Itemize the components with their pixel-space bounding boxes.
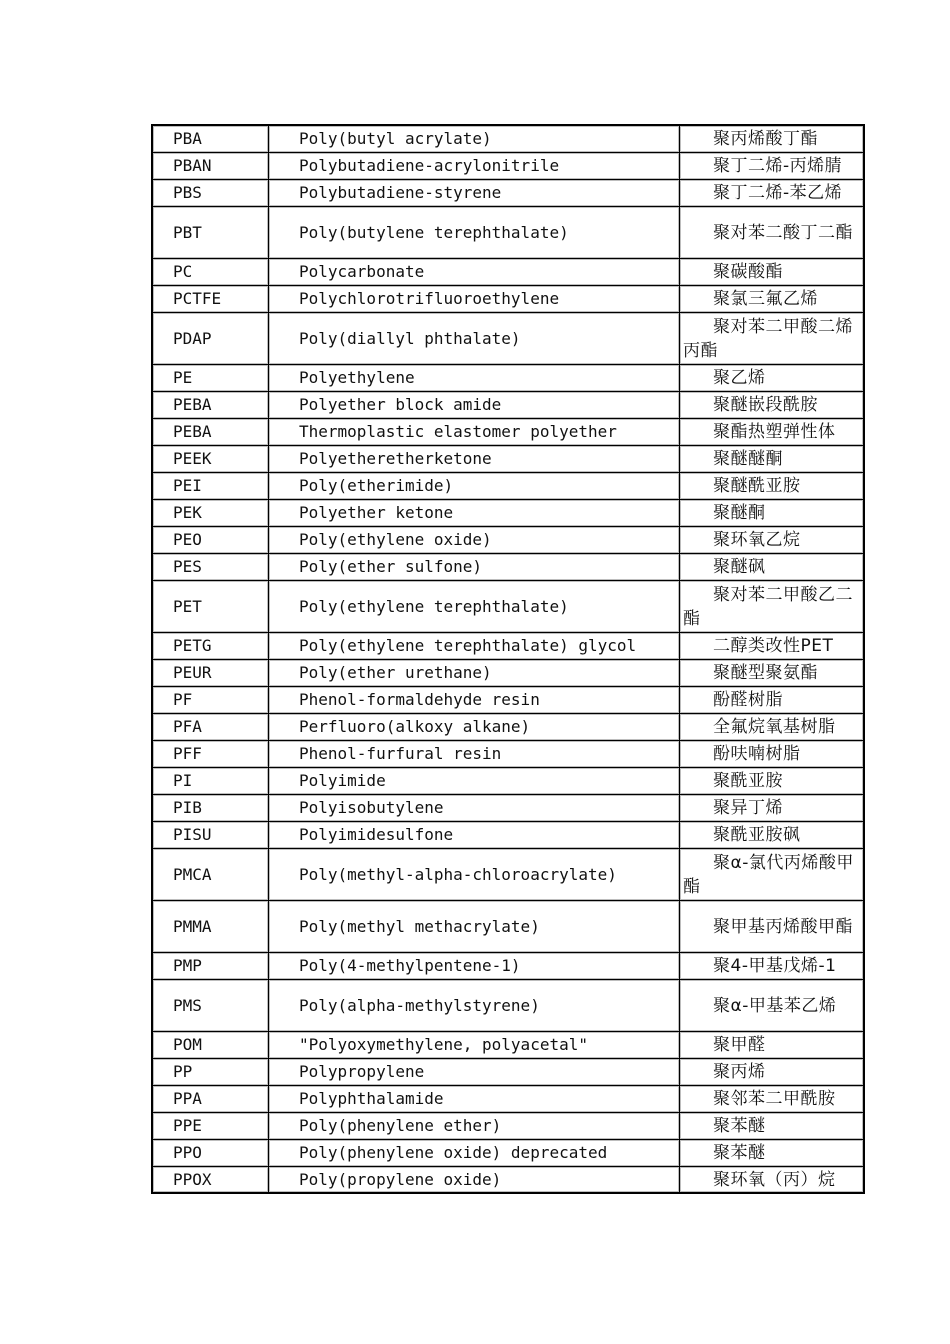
chinese-name-cell: 聚丙烯酸丁酯: [680, 125, 865, 152]
english-name-cell: Phenol-formaldehyde resin: [269, 686, 680, 713]
table-row: [152, 125, 864, 152]
chinese-name-cell: 聚碳酸酯: [680, 258, 865, 285]
english-name-cell: Poly(ether urethane): [269, 659, 680, 686]
abbreviation-cell: PETG: [152, 632, 269, 659]
english-name-cell: Polyether block amide: [269, 391, 680, 418]
table-row: [152, 206, 864, 258]
abbreviation-cell: PC: [152, 258, 269, 285]
abbreviation-cell: PPO: [152, 1139, 269, 1166]
table-row: [152, 740, 864, 767]
table-row: [152, 418, 864, 445]
abbreviation-cell: PEUR: [152, 659, 269, 686]
abbreviation-cell: PBT: [152, 206, 269, 258]
chinese-name-cell: 聚醚酰亚胺: [680, 472, 865, 499]
table-row: [152, 179, 864, 206]
english-name-cell: Poly(4-methylpentene-1): [269, 952, 680, 979]
abbreviation-cell: PFA: [152, 713, 269, 740]
chinese-name-cell: 聚醚砜: [680, 553, 865, 580]
english-name-cell: Polyetheretherketone: [269, 445, 680, 472]
chinese-name-cell: 二醇类改性PET: [680, 632, 865, 659]
english-name-cell: Poly(alpha-methylstyrene): [269, 979, 680, 1031]
polymer-glossary-table: [151, 124, 865, 1194]
table-row: [152, 632, 864, 659]
table-row: [152, 526, 864, 553]
table-row: [152, 553, 864, 580]
english-name-cell: Polybutadiene-styrene: [269, 179, 680, 206]
table-row: [152, 686, 864, 713]
abbreviation-cell: PPA: [152, 1085, 269, 1112]
chinese-name-cell: 聚酰亚胺砜: [680, 821, 865, 848]
chinese-name-cell: 聚醚嵌段酰胺: [680, 391, 865, 418]
table-row: [152, 312, 864, 364]
english-name-cell: Poly(butyl acrylate): [269, 125, 680, 152]
chinese-name-cell: 聚丁二烯-丙烯腈: [680, 152, 865, 179]
table-row: [152, 391, 864, 418]
english-name-cell: Phenol-furfural resin: [269, 740, 680, 767]
abbreviation-cell: PET: [152, 580, 269, 632]
english-name-cell: Poly(ethylene terephthalate): [269, 580, 680, 632]
table-row: [152, 659, 864, 686]
chinese-name-cell: 聚甲醛: [680, 1031, 865, 1058]
abbreviation-cell: PF: [152, 686, 269, 713]
chinese-name-cell: 聚乙烯: [680, 364, 865, 391]
chinese-name-cell: 酚醛树脂: [680, 686, 865, 713]
english-name-cell: Polycarbonate: [269, 258, 680, 285]
abbreviation-cell: PEBA: [152, 391, 269, 418]
abbreviation-cell: PES: [152, 553, 269, 580]
abbreviation-cell: PFF: [152, 740, 269, 767]
english-name-cell: Polyimide: [269, 767, 680, 794]
english-name-cell: Poly(methyl-alpha-chloroacrylate): [269, 848, 680, 900]
english-name-cell: Polypropylene: [269, 1058, 680, 1085]
abbreviation-cell: PE: [152, 364, 269, 391]
chinese-name-cell: 聚甲基丙烯酸甲酯: [680, 900, 865, 952]
chinese-name-cell: 聚苯醚: [680, 1112, 865, 1139]
abbreviation-cell: PEO: [152, 526, 269, 553]
english-name-cell: Poly(propylene oxide): [269, 1166, 680, 1193]
chinese-name-cell: 聚氯三氟乙烯: [680, 285, 865, 312]
abbreviation-cell: PCTFE: [152, 285, 269, 312]
english-name-cell: Polyisobutylene: [269, 794, 680, 821]
english-name-cell: Polyphthalamide: [269, 1085, 680, 1112]
english-name-cell: Polyether ketone: [269, 499, 680, 526]
abbreviation-cell: PPE: [152, 1112, 269, 1139]
chinese-name-cell: 聚醚型聚氨酯: [680, 659, 865, 686]
chinese-name-cell: 聚邻苯二甲酰胺: [680, 1085, 865, 1112]
english-name-cell: "Polyoxymethylene, polyacetal": [269, 1031, 680, 1058]
chinese-name-cell: 聚对苯二甲酸二烯丙酯: [680, 312, 865, 364]
abbreviation-cell: PEK: [152, 499, 269, 526]
english-name-cell: Polychlorotrifluoroethylene: [269, 285, 680, 312]
english-name-cell: Poly(ethylene terephthalate) glycol: [269, 632, 680, 659]
chinese-name-cell: 聚环氧乙烷: [680, 526, 865, 553]
abbreviation-cell: PMMA: [152, 900, 269, 952]
chinese-name-cell: 聚对苯二酸丁二酯: [680, 206, 865, 258]
abbreviation-cell: PBA: [152, 125, 269, 152]
chinese-name-cell: 聚异丁烯: [680, 794, 865, 821]
abbreviation-cell: PMS: [152, 979, 269, 1031]
english-name-cell: Polybutadiene-acrylonitrile: [269, 152, 680, 179]
english-name-cell: Poly(diallyl phthalate): [269, 312, 680, 364]
abbreviation-cell: PP: [152, 1058, 269, 1085]
table-row: [152, 848, 864, 900]
table-row: [152, 713, 864, 740]
chinese-name-cell: 全氟烷氧基树脂: [680, 713, 865, 740]
table-row: [152, 152, 864, 179]
chinese-name-cell: 聚醚醚酮: [680, 445, 865, 472]
table-row: [152, 364, 864, 391]
english-name-cell: Poly(methyl methacrylate): [269, 900, 680, 952]
english-name-cell: Perfluoro(alkoxy alkane): [269, 713, 680, 740]
abbreviation-cell: POM: [152, 1031, 269, 1058]
abbreviation-cell: PEEK: [152, 445, 269, 472]
english-name-cell: Thermoplastic elastomer polyether: [269, 418, 680, 445]
table-row: [152, 979, 864, 1031]
table-row: [152, 952, 864, 979]
chinese-name-cell: 聚α-甲基苯乙烯: [680, 979, 865, 1031]
english-name-cell: Poly(ether sulfone): [269, 553, 680, 580]
table-row: [152, 1166, 864, 1193]
table-row: [152, 1112, 864, 1139]
table-row: [152, 1085, 864, 1112]
table-row: [152, 499, 864, 526]
table-row: [152, 285, 864, 312]
english-name-cell: Poly(etherimide): [269, 472, 680, 499]
english-name-cell: Poly(phenylene ether): [269, 1112, 680, 1139]
abbreviation-cell: PPOX: [152, 1166, 269, 1193]
table-row: [152, 900, 864, 952]
chinese-name-cell: 聚4-甲基戊烯-1: [680, 952, 865, 979]
english-name-cell: Polyethylene: [269, 364, 680, 391]
table-row: [152, 472, 864, 499]
chinese-name-cell: 聚环氧（丙）烷: [680, 1166, 865, 1193]
table-row: [152, 767, 864, 794]
english-name-cell: Polyimidesulfone: [269, 821, 680, 848]
table-row: [152, 794, 864, 821]
table-row: [152, 445, 864, 472]
table-row: [152, 1031, 864, 1058]
english-name-cell: Poly(butylene terephthalate): [269, 206, 680, 258]
english-name-cell: Poly(phenylene oxide) deprecated: [269, 1139, 680, 1166]
english-name-cell: Poly(ethylene oxide): [269, 526, 680, 553]
chinese-name-cell: 聚α-氯代丙烯酸甲酯: [680, 848, 865, 900]
table-row: [152, 580, 864, 632]
abbreviation-cell: PBS: [152, 179, 269, 206]
chinese-name-cell: 聚丙烯: [680, 1058, 865, 1085]
abbreviation-cell: PISU: [152, 821, 269, 848]
abbreviation-cell: PEI: [152, 472, 269, 499]
table-row: [152, 258, 864, 285]
abbreviation-cell: PIB: [152, 794, 269, 821]
chinese-name-cell: 聚酯热塑弹性体: [680, 418, 865, 445]
abbreviation-cell: PI: [152, 767, 269, 794]
chinese-name-cell: 聚对苯二甲酸乙二酯: [680, 580, 865, 632]
chinese-name-cell: 聚苯醚: [680, 1139, 865, 1166]
abbreviation-cell: PMP: [152, 952, 269, 979]
table-row: [152, 821, 864, 848]
table-row: [152, 1058, 864, 1085]
chinese-name-cell: 聚丁二烯-苯乙烯: [680, 179, 865, 206]
abbreviation-cell: PDAP: [152, 312, 269, 364]
chinese-name-cell: 聚醚酮: [680, 499, 865, 526]
chinese-name-cell: 酚呋喃树脂: [680, 740, 865, 767]
chinese-name-cell: 聚酰亚胺: [680, 767, 865, 794]
glossary-table-body: [152, 125, 864, 1193]
table-row: [152, 1139, 864, 1166]
abbreviation-cell: PBAN: [152, 152, 269, 179]
abbreviation-cell: PEBA: [152, 418, 269, 445]
abbreviation-cell: PMCA: [152, 848, 269, 900]
